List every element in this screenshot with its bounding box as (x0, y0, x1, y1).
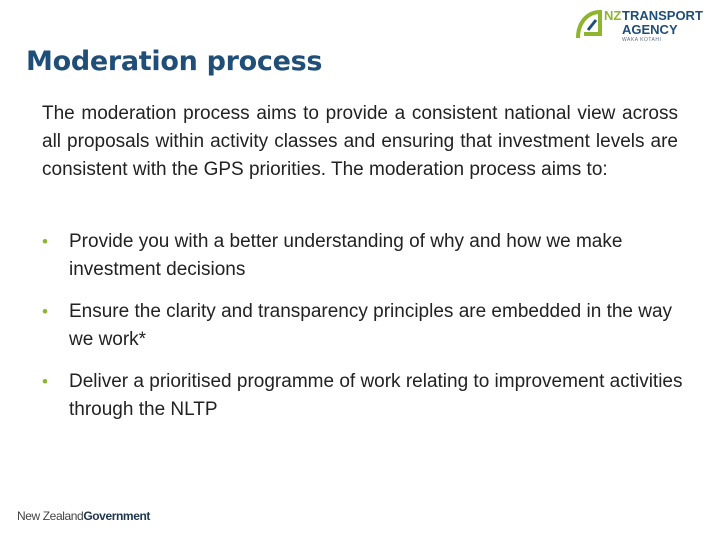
bullet-text: Deliver a prioritised programme of work relating to improvement activities through the NLTP (69, 371, 683, 420)
intro-paragraph: The moderation process aims to provide a consistent national view across all proposals within activity classes and ensuring that investment levels are consistent with the GPS priorities. The moderation process aims to: (42, 103, 678, 180)
logo-waka-kotahi-text: WAKA KOTAHI (622, 37, 662, 43)
bullet-dot-icon: • (42, 372, 48, 391)
bullet-item (42, 228, 690, 284)
bullet-item (42, 298, 690, 354)
nz-transport-agency-logo (574, 6, 714, 46)
nzta-swirl-icon (574, 8, 606, 44)
gov-text-government: Government (83, 509, 150, 523)
bullet-text: Ensure the clarity and transparency principles are embedded in the way we work* (69, 301, 673, 350)
bullet-item (42, 368, 690, 424)
bullet-dot-icon: • (42, 302, 48, 321)
bullet-dot-icon: • (42, 232, 48, 251)
gov-text-new-zealand: New Zealand (17, 509, 84, 523)
logo-agency-text: AGENCY (622, 22, 678, 37)
bullet-text: Provide you with a better understanding of why and how we make investment decisions (69, 231, 623, 280)
bullet-list (42, 228, 690, 438)
logo-nz-text: NZ (604, 8, 622, 23)
logo-transport-text: TRANSPORT (622, 8, 703, 23)
slide-title: Moderation process (26, 46, 323, 77)
nz-government-logo (17, 509, 150, 523)
